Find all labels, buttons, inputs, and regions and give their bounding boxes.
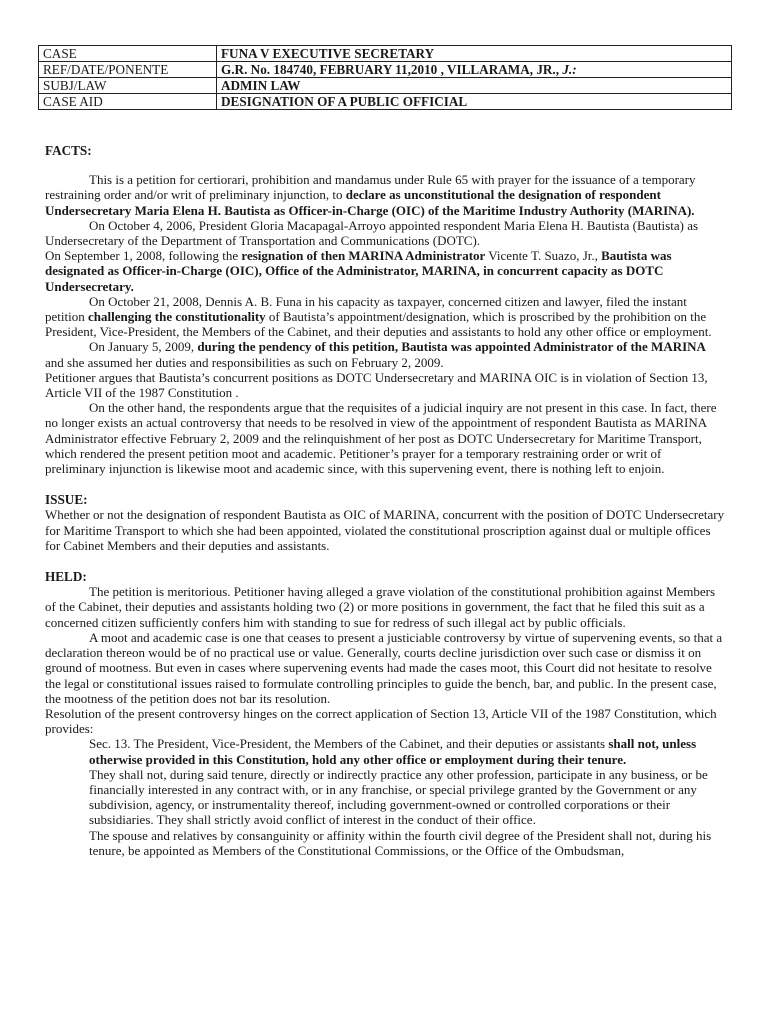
text-run: Sec. 13. The President, Vice-President, the Members of the Cabinet, and their deputies or assistants bbox=[89, 736, 609, 752]
facts-paragraph bbox=[45, 248, 725, 294]
facts-heading: FACTS: bbox=[45, 143, 92, 158]
text-run-bold: during the pendency of this petition, Bautista was appointed Administrator of the MARINA bbox=[197, 339, 706, 355]
text-run-bold: shall not, unless otherwise provided in this Constitution, hold any other office or employment during their tenure. bbox=[89, 736, 697, 767]
facts-paragraph: Petitioner argues that Bautista’s concurrent positions as DOTC Undersecretary and MARINA OIC is in violation of Section 13, Article VII of the 1987 Constitution . bbox=[45, 369, 708, 401]
case-header-table bbox=[38, 45, 732, 110]
held-heading: HELD: bbox=[45, 569, 87, 585]
text-run-bold: Bautista was designated as Officer-in-Charge (OIC), Office of the Administrator, MARINA, in concurrent capacity as DOTC Undersecretary. bbox=[45, 248, 672, 294]
text-run: On September 1, 2008, following the bbox=[45, 248, 242, 264]
text-run-bold: declare as unconstitutional the designation of respondent Undersecretary Maria Elena H. Bautista as Officer-in-Charge (OIC) of the Maritime Industry Authority (MARINA). bbox=[45, 187, 695, 218]
header-label: SUBJ/LAW bbox=[39, 78, 217, 94]
text-run: Vicente T. Suazo, Jr., bbox=[485, 248, 602, 264]
issue-heading: ISSUE: bbox=[45, 492, 88, 508]
header-value: ADMIN LAW bbox=[217, 78, 732, 94]
text-run: of Bautista’s appointment/designation, which is proscribed by the prohibition on the President, Vice-President, the Members of the Cabinet, and their deputies and assistants to hold any other office or employment. bbox=[45, 309, 712, 340]
text-run: This is a petition for certiorari, prohibition and mandamus under Rule 65 with prayer for the issuance of a temporary restraining order and/or writ of preliminary injunction, to bbox=[45, 172, 696, 203]
header-row-case bbox=[39, 46, 732, 62]
constitution-quote bbox=[89, 736, 725, 766]
header-value-text: G.R. No. 184740, FEBRUARY 11,2010 , VILLARAMA, JR., bbox=[221, 62, 563, 77]
text-run: and she assumed her duties and responsibilities as such on February 2, 2009. bbox=[45, 354, 444, 370]
header-label: CASE AID bbox=[39, 94, 217, 110]
text-run: On January 5, 2009, bbox=[89, 339, 198, 355]
header-label: CASE bbox=[39, 46, 217, 62]
document-body bbox=[45, 143, 725, 858]
header-value bbox=[217, 62, 732, 78]
held-paragraph: The petition is meritorious. Petitioner having alleged a grave violation of the constitutional prohibition against Members of the Cabinet, their deputies and assistants holding two (2) or more positions in government, the fact that he filed this suit as a concerned citizen sufficiently confers him with standing to sue for redress of such illegal act by public officials. bbox=[45, 584, 716, 630]
facts-paragraph bbox=[45, 172, 725, 218]
facts-paragraph: On October 4, 2006, President Gloria Macapagal-Arroyo appointed respondent Maria Elena H. Bautista (Bautista) as Undersecretary of the Department of Transportation and Communications (DOTC). bbox=[45, 217, 699, 249]
held-paragraph: Resolution of the present controversy hinges on the correct application of Section 13, Article VII of the 1987 Constitution, which provides: bbox=[45, 705, 717, 737]
text-run-bold: resignation of then MARINA Administrator bbox=[241, 248, 486, 264]
facts-paragraph: On the other hand, the respondents argue that the requisites of a judicial inquiry are not present in this case. In fact, there no longer exists an actual controversy that needs to be resolved in view of the appointment of respondent Bautista as MARINA Administrator effective February 2, 2009 and the relinquishment of her post as DOTC Undersecretary for Maritime Transport, which rendered the present petition moot and academic. Petitioner’s prayer for a temporary restraining order or writ of preliminary injunction is likewise moot and academic since, with this supervening event, there is nothing left to enjoin. bbox=[45, 400, 717, 477]
text-run: On October 21, 2008, Dennis A. B. Funa in his capacity as taxpayer, concerned citizen and lawyer, filed the instant petition bbox=[45, 293, 687, 325]
constitution-quote: They shall not, during said tenure, directly or indirectly practice any other profession, participate in any business, or be financially interested in any contract with, or in any franchise, or special privilege granted by the Government or any subdivision, agency, or instrumentality thereof, including government-owned or controlled corporations or their subsidiaries. They shall strictly avoid conflict of interest in the conduct of their office. bbox=[89, 766, 708, 828]
text-run-bold: challenging the constitutionality bbox=[87, 309, 266, 325]
held-paragraph: A moot and academic case is one that ceases to present a justiciable controversy by virtue of supervening events, so that a declaration thereon would be of no practical use or value. Generally, courts decline jurisdiction over such case or dismiss it on ground of mootness. But even in cases where supervening events had made the cases moot, this Court did not hesitate to resolve the legal or constitutional issues raised to formulate controlling principles to guide the bench, bar, and public. In the present case, the mootness of the petition does not bar its resolution. bbox=[45, 629, 723, 706]
header-value: DESIGNATION OF A PUBLIC OFFICIAL bbox=[217, 94, 732, 110]
header-row-subj bbox=[39, 78, 732, 94]
facts-paragraph bbox=[45, 339, 725, 369]
header-label: REF/DATE/PONENTE bbox=[39, 62, 217, 78]
issue-paragraph: Whether or not the designation of respondent Bautista as OIC of MARINA, concurrent with the position of DOTC Undersecretary for Maritime Transport to which she had been appointed, violated the constitutional proscription against dual or multiple offices for Cabinet Members and their deputies and assistants. bbox=[45, 507, 725, 553]
header-row-aid bbox=[39, 94, 732, 110]
header-row-ref bbox=[39, 62, 732, 78]
header-value: FUNA V EXECUTIVE SECRETARY bbox=[217, 46, 732, 62]
header-value-ponente-suffix: J.: bbox=[562, 62, 577, 77]
constitution-quote: The spouse and relatives by consanguinity or affinity within the fourth civil degree of the President shall not, during his tenure, be appointed as Members of the Constitutional Commissions, or the Office of the Ombudsman, bbox=[89, 827, 712, 858]
facts-paragraph bbox=[45, 294, 725, 340]
